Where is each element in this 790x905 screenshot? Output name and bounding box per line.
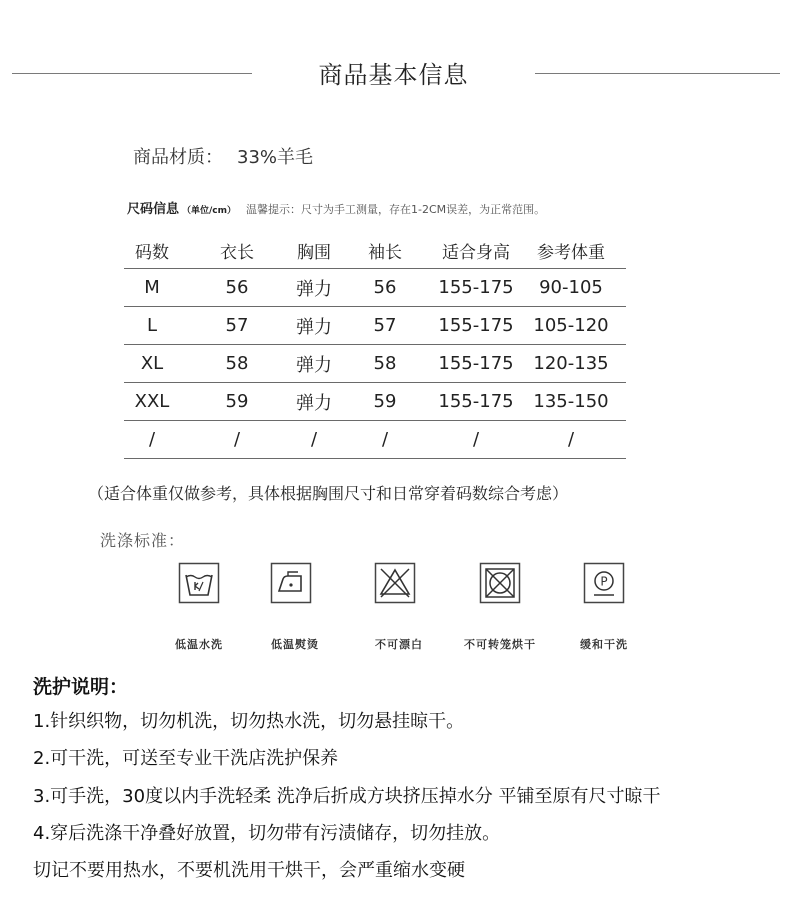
table-cell: 58 (180, 345, 294, 383)
table-cell: 155-175 (436, 269, 516, 307)
table-row (124, 421, 626, 459)
size-table-header-cell: 衣长 (180, 232, 294, 269)
header-divider-right (535, 73, 780, 74)
care-instruction-line: 3.可手洗，30度以内手洗轻柔 洗净后折成方块挤压掉水分 平铺至原有尺寸晾干 (33, 786, 661, 807)
care-instruction-line: 1.针织织物，切勿机洗，切勿热水洗，切勿悬挂晾干。 (33, 711, 465, 732)
size-table-header-cell: 袖长 (334, 232, 436, 269)
table-cell: 155-175 (436, 383, 516, 421)
table-cell: 90-105 (516, 269, 626, 307)
table-cell: 57 (334, 307, 436, 345)
size-info-unit: （单位/cm） (182, 206, 237, 216)
table-cell: / (334, 421, 436, 459)
size-info-title: 尺码信息 (127, 202, 180, 217)
care-instruction-line: 切记不要用热水，不要机洗用干烘干，会严重缩水变硬 (33, 860, 465, 881)
table-cell: 105-120 (516, 307, 626, 345)
table-cell: 57 (180, 307, 294, 345)
table-cell: 弹力 (294, 383, 334, 421)
section-header (0, 55, 790, 95)
care-instruction-line: 2.可干洗，可送至专业干洗店洗护保养 (33, 748, 339, 769)
size-table-header-cell: 码数 (124, 232, 180, 269)
material-value: 33%羊毛 (237, 147, 314, 168)
table-cell: 155-175 (436, 345, 516, 383)
wash-icon-label: 不可漂白 (375, 638, 423, 651)
table-cell: 弹力 (294, 307, 334, 345)
table-cell: 弹力 (294, 269, 334, 307)
table-cell: 155-175 (436, 307, 516, 345)
wash-icon-label: 不可转笼烘干 (464, 638, 536, 651)
table-row (124, 345, 626, 383)
size-info-heading (127, 198, 545, 217)
table-row (124, 269, 626, 307)
wash-icon-label: 缓和干洗 (580, 638, 628, 651)
care-instruction-line: 4.穿后洗涤干净叠好放置，切勿带有污渍储存，切勿挂放。 (33, 823, 501, 844)
table-cell: / (124, 421, 180, 459)
table-cell: 59 (334, 383, 436, 421)
size-table-header (124, 232, 626, 269)
table-cell: M (124, 269, 180, 307)
wash-standard-title: 洗涤标准： (100, 531, 186, 550)
wash-icon-label: 低温熨烫 (271, 638, 319, 651)
gentle-dry-clean-icon (583, 562, 625, 604)
size-info-hint: 温馨提示：尺寸为手工测量，存在1-2CM误差，为正常范围。 (246, 203, 546, 216)
size-table (124, 232, 626, 459)
page-title: 商品基本信息 (318, 61, 469, 89)
table-cell: XXL (124, 383, 180, 421)
table-cell: 135-150 (516, 383, 626, 421)
table-cell: XL (124, 345, 180, 383)
svg-text:P: P (600, 574, 608, 589)
low-temp-iron-icon (270, 562, 312, 604)
size-table-header-cell: 适合身高 (436, 232, 516, 269)
table-cell: / (516, 421, 626, 459)
table-cell: 56 (180, 269, 294, 307)
table-cell: / (436, 421, 516, 459)
no-bleach-icon (374, 562, 416, 604)
table-cell: 58 (334, 345, 436, 383)
header-divider-left (12, 73, 252, 74)
material-label: 商品材质： (133, 147, 223, 168)
low-temp-wash-icon (178, 562, 220, 604)
table-cell: / (180, 421, 294, 459)
weight-note: （适合体重仅做参考，具体根据胸围尺寸和日常穿着码数综合考虑） (88, 484, 569, 503)
table-cell: 56 (334, 269, 436, 307)
care-instructions-title: 洗护说明： (33, 676, 129, 698)
table-cell: / (294, 421, 334, 459)
size-table-header-cell: 胸围 (294, 232, 334, 269)
table-cell: 120-135 (516, 345, 626, 383)
table-row (124, 307, 626, 345)
table-row (124, 383, 626, 421)
table-cell: 弹力 (294, 345, 334, 383)
wash-icon-label: 低温水洗 (175, 638, 223, 651)
material-info (133, 143, 313, 169)
table-cell: 59 (180, 383, 294, 421)
size-table-header-cell: 参考体重 (516, 232, 626, 269)
no-tumble-dry-icon (479, 562, 521, 604)
table-cell: L (124, 307, 180, 345)
